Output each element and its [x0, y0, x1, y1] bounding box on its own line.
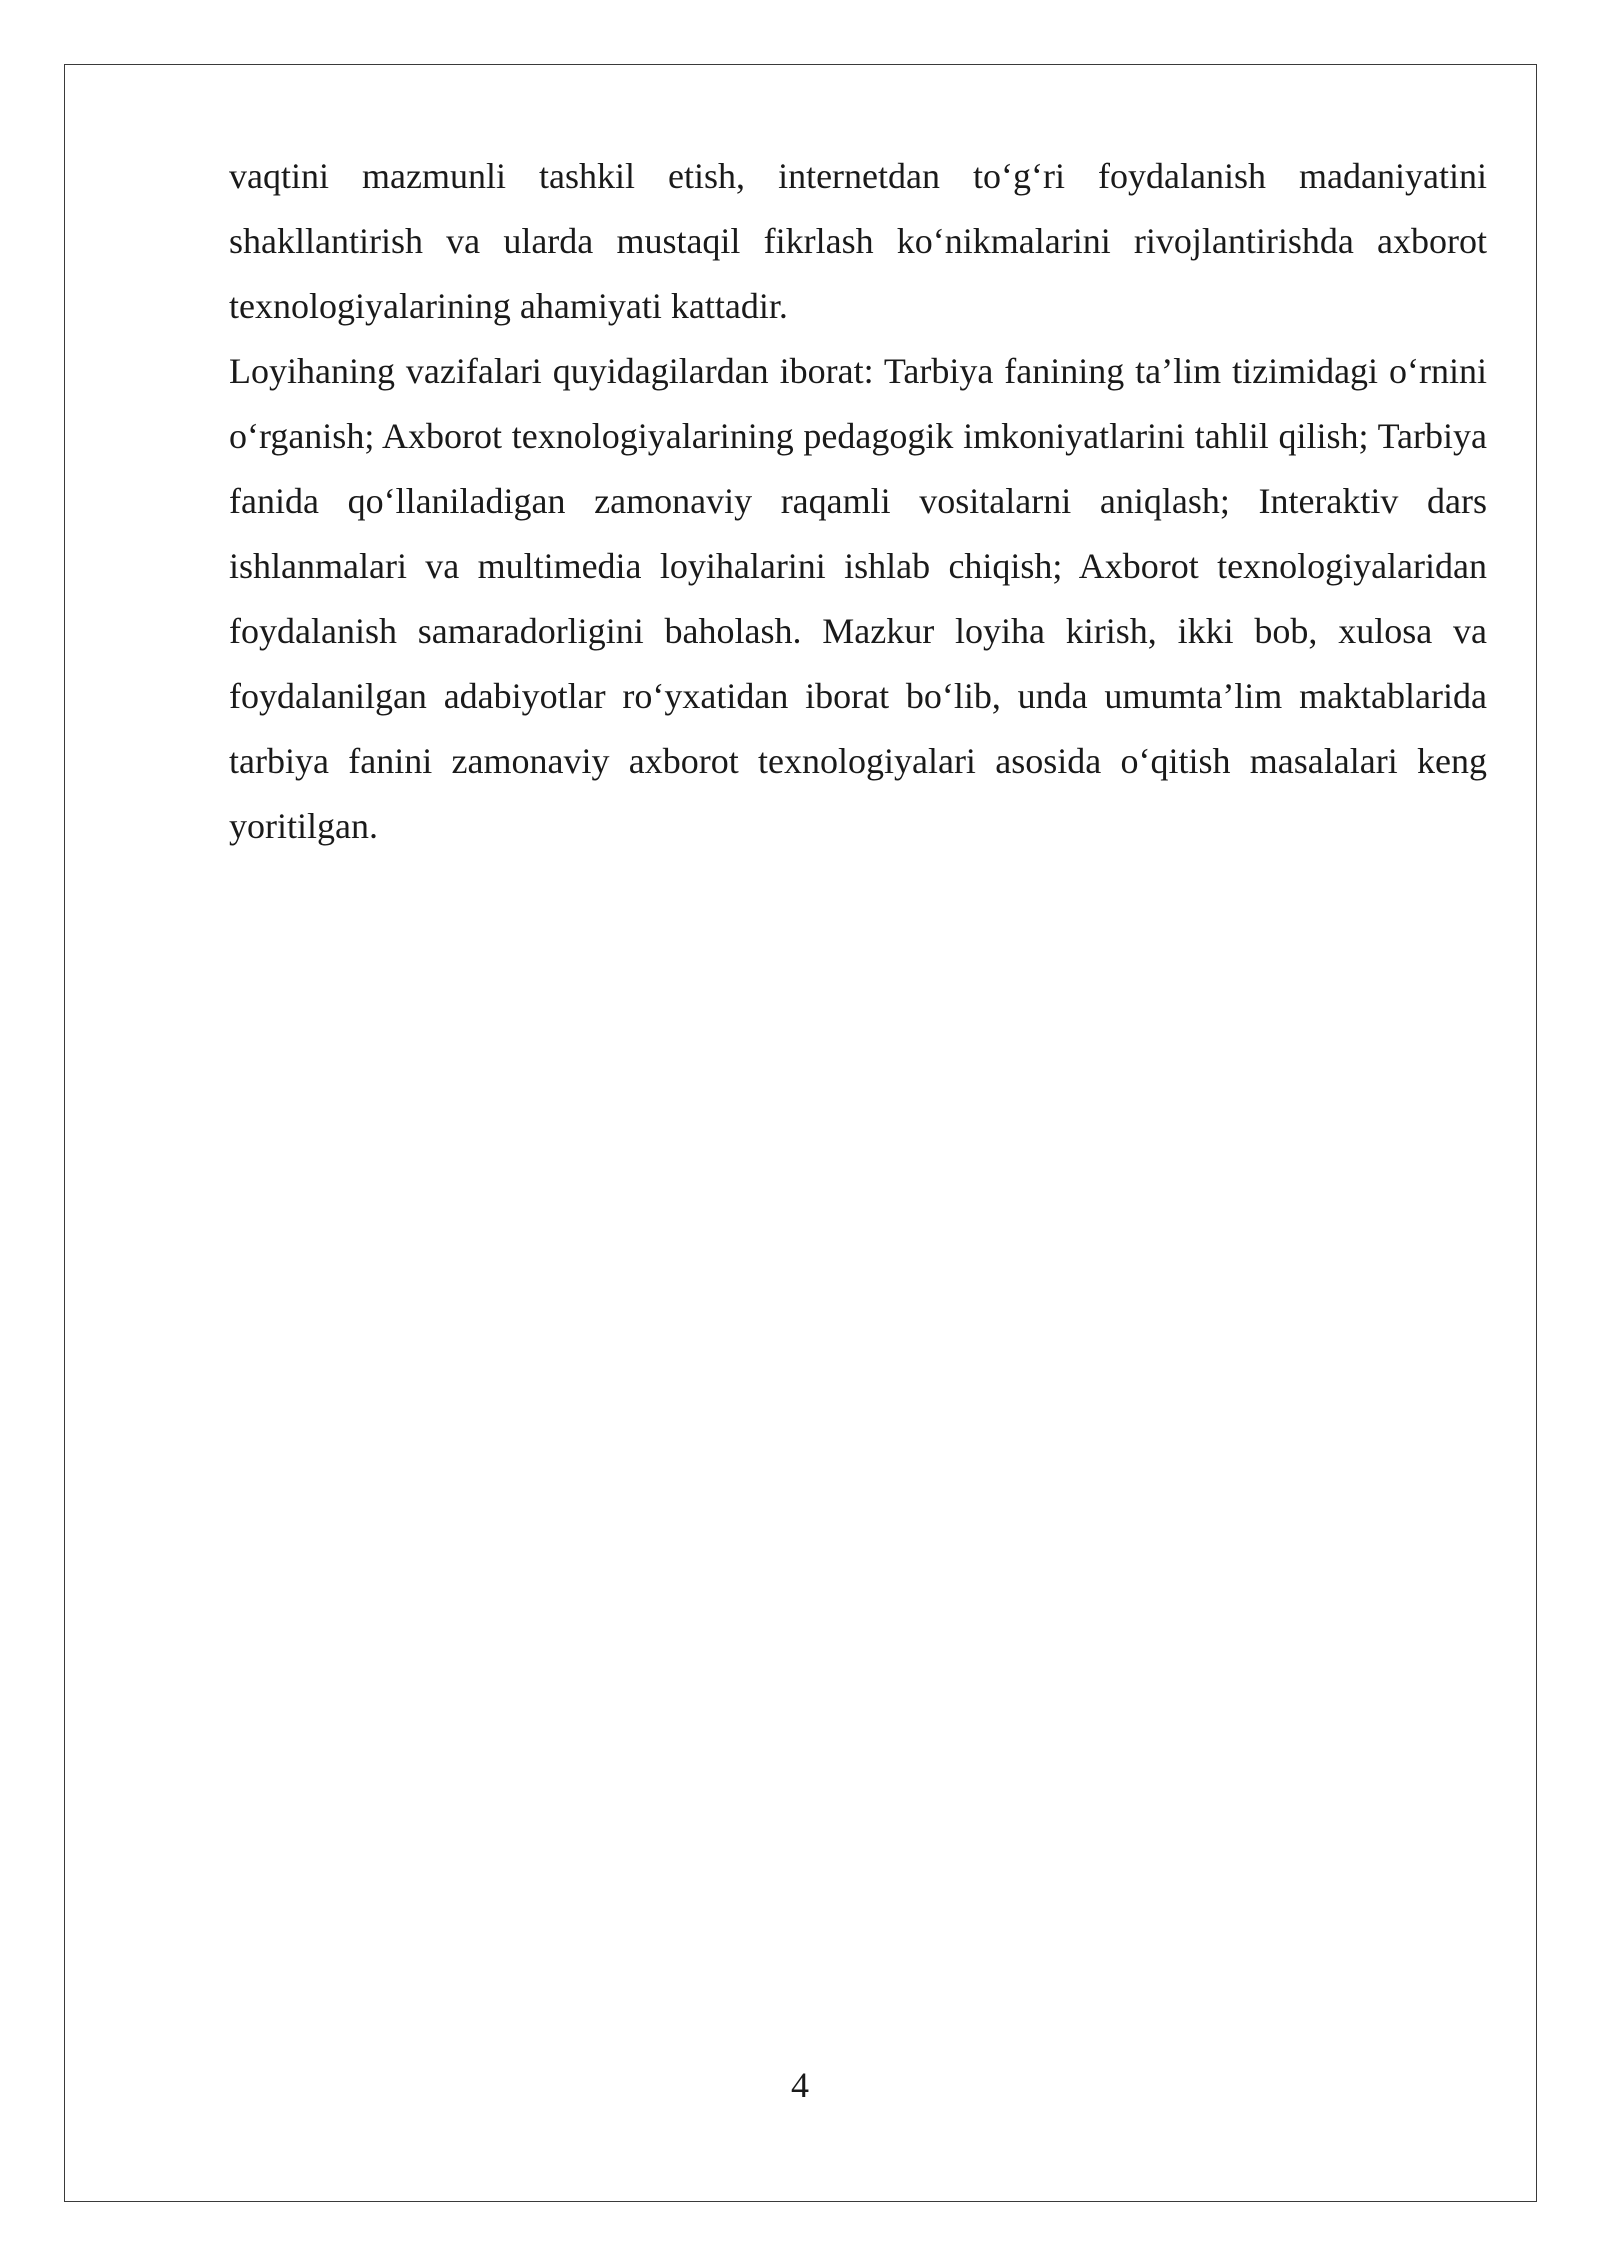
body-text	[229, 144, 1487, 859]
page-number: 4	[791, 2065, 809, 2105]
paragraph-1: vaqtini mazmunli tashkil etish, internetdan to‘g‘ri foydalanish madaniyatini shakllantirish va ularda mustaqil fikrlash ko‘nikmalarini rivojlantirishda axborot texnologiyalarining ahamiyati kattadir.	[229, 156, 1487, 326]
paragraph-2: Loyihaning vazifalari quyidagilardan iborat: Tarbiya fanining ta’lim tizimidagi o‘rnini o‘rganish; Axborot texnologiyalarining pedagogik imkoniyatlarini tahlil qilish; Tarbiya fanida qo‘llaniladigan zamonaviy raqamli vositalarni aniqlash; Interaktiv dars ishlanmalari va multimedia loyihalarini ishlab chiqish; Axborot texnologiyalaridan foydalanish samaradorligini baholash. Mazkur loyiha kirish, ikki bob, xulosa va foydalanilgan adabiyotlar ro‘yxatidan iborat bo‘lib, unda umumta’lim maktablarida tarbiya fanini zamonaviy axborot texnologiyalari asosida o‘qitish masalalari keng yoritilgan.	[229, 351, 1487, 846]
